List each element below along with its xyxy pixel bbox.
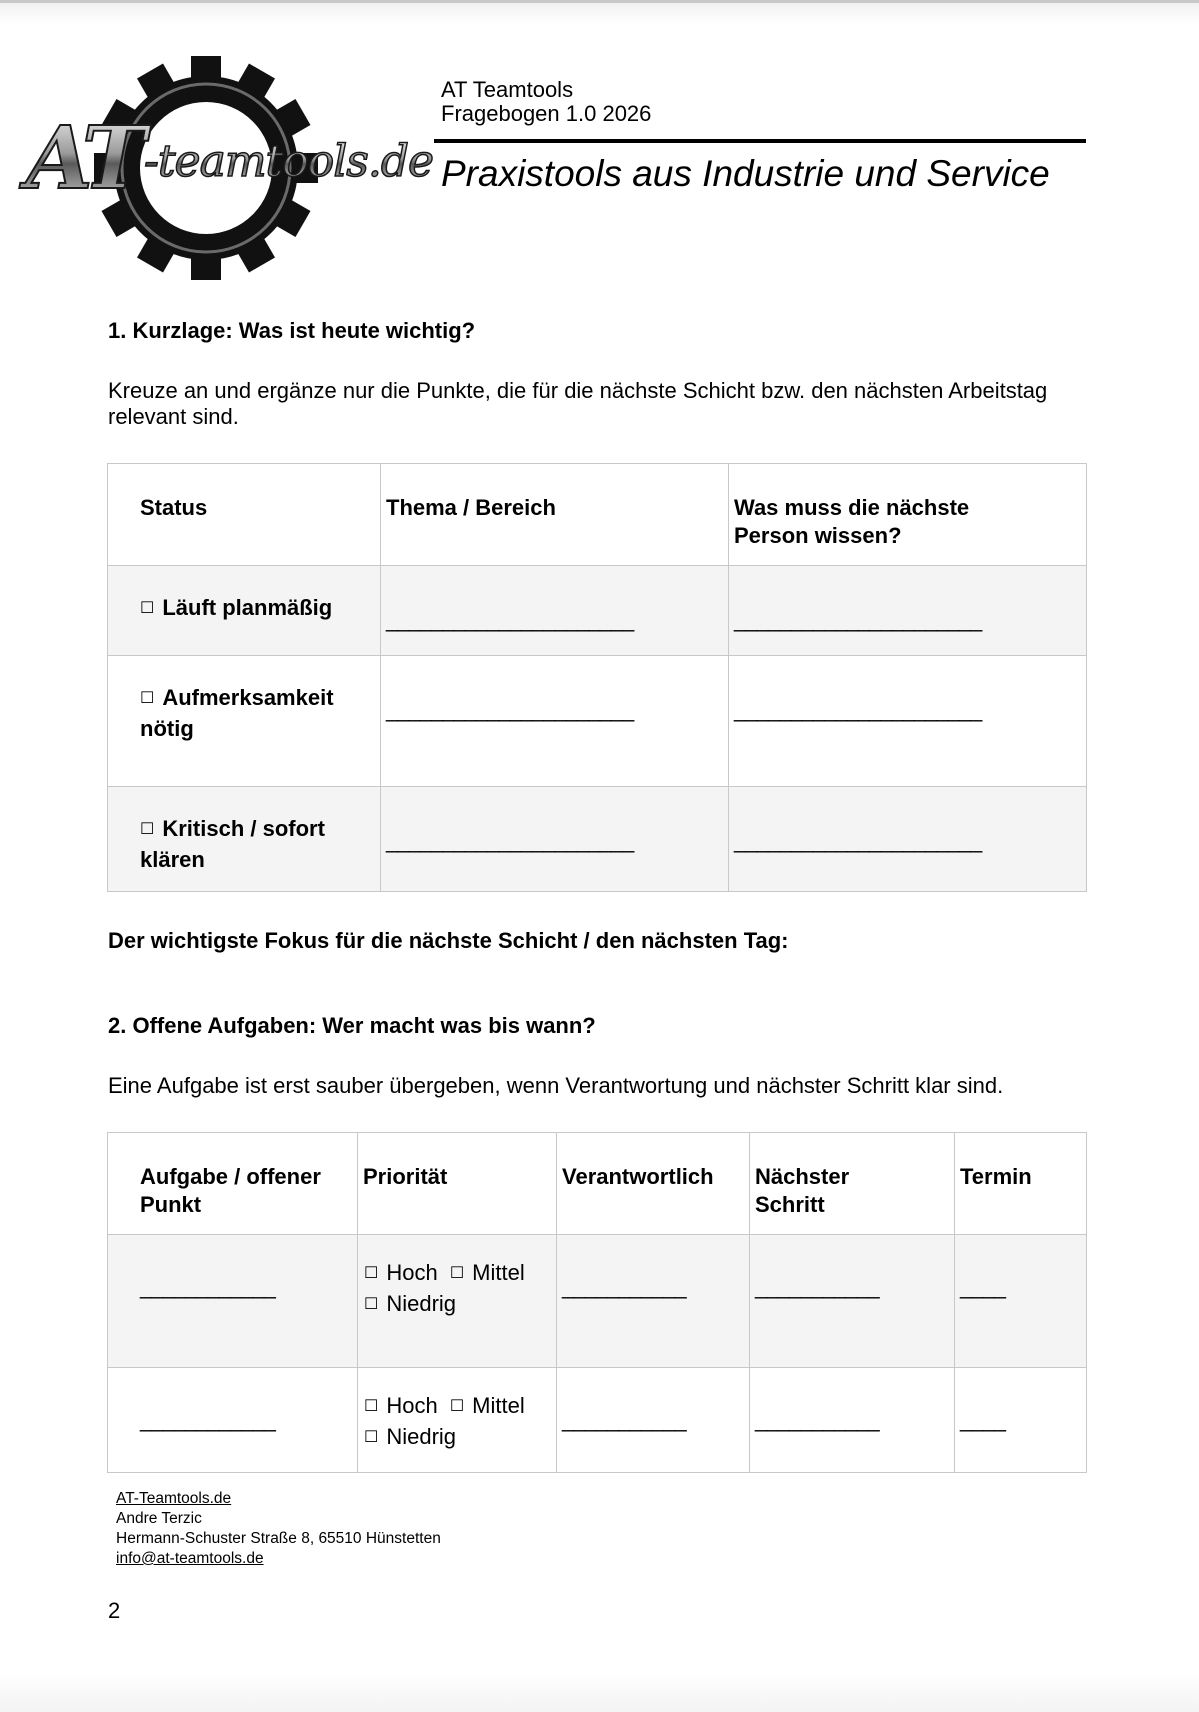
checkbox-icon[interactable]: ☐ bbox=[140, 821, 155, 838]
table-row bbox=[108, 566, 1087, 656]
checkbox-icon: ☐ bbox=[364, 1265, 379, 1282]
table-row bbox=[108, 1368, 1087, 1473]
footer-address: Hermann-Schuster Straße 8, 65510 Hünstetten bbox=[116, 1530, 441, 1547]
topic-field[interactable]: ______________________ bbox=[381, 787, 729, 892]
status-cell[interactable] bbox=[108, 656, 381, 787]
checkbox-icon: ☐ bbox=[449, 1398, 465, 1415]
page-bottom-shadow bbox=[0, 1672, 1199, 1712]
col-header-task: Aufgabe / offener Punkt bbox=[108, 1133, 358, 1235]
status-table-header-row bbox=[108, 464, 1087, 566]
footer-name: Andre Terzic bbox=[116, 1510, 202, 1527]
col-header-next-step: Nächster Schritt bbox=[750, 1133, 955, 1235]
section2-intro: Eine Aufgabe ist erst sauber übergeben, wenn Verantwortung und nächster Schritt klar sind. bbox=[108, 1073, 1004, 1098]
page-top-shadow bbox=[0, 3, 1199, 25]
focus-label: Der wichtigste Fokus für die nächste Schicht / den nächsten Tag: bbox=[108, 928, 789, 953]
table-row bbox=[108, 787, 1087, 892]
task-field[interactable]: ____________ bbox=[108, 1235, 358, 1368]
checkbox-icon[interactable]: ☐ bbox=[140, 690, 155, 707]
footer-email-link[interactable]: info@at-teamtools.de bbox=[116, 1550, 264, 1567]
svg-text:-teamtools.de: -teamtools.de bbox=[144, 136, 434, 187]
info-field[interactable]: ______________________ bbox=[729, 656, 1087, 787]
date-field[interactable]: ____ bbox=[955, 1368, 1087, 1473]
checkbox-icon: ☐ bbox=[364, 1429, 379, 1446]
owner-field[interactable]: ___________ bbox=[557, 1368, 750, 1473]
checkbox-icon: ☐ bbox=[364, 1296, 379, 1313]
section1-heading: 1. Kurzlage: Was ist heute wichtig? bbox=[108, 318, 476, 343]
status-cell[interactable] bbox=[108, 566, 381, 656]
info-field[interactable]: ______________________ bbox=[729, 566, 1087, 656]
status-label: Aufmerksamkeit nötig bbox=[140, 685, 334, 741]
col-header-topic: Thema / Bereich bbox=[381, 464, 729, 566]
topic-field[interactable]: ______________________ bbox=[381, 656, 729, 787]
next-step-field[interactable]: ___________ bbox=[750, 1235, 955, 1368]
col-header-status: Status bbox=[108, 464, 381, 566]
col-header-info: Was muss die nächste Person wissen? bbox=[729, 464, 1087, 566]
table-row bbox=[108, 1235, 1087, 1368]
task-field[interactable]: ____________ bbox=[108, 1368, 358, 1473]
status-label: Läuft planmäßig bbox=[162, 595, 333, 620]
owner-field[interactable]: ___________ bbox=[557, 1235, 750, 1368]
svg-text:AT: AT bbox=[26, 108, 141, 209]
col-header-priority: Priorität bbox=[358, 1133, 557, 1235]
section2-heading: 2. Offene Aufgaben: Wer macht was bis wann? bbox=[108, 1013, 596, 1038]
priority-low-option[interactable]: ☐ Niedrig bbox=[364, 1291, 457, 1316]
checkbox-icon: ☐ bbox=[449, 1265, 465, 1282]
status-cell[interactable] bbox=[108, 787, 381, 892]
status-table bbox=[107, 463, 1087, 892]
at-teamtools-logo bbox=[26, 52, 434, 284]
tasks-table-header-row bbox=[108, 1133, 1087, 1235]
priority-high-option[interactable]: ☐ Hoch bbox=[364, 1393, 438, 1418]
priority-mid-option[interactable]: ☐ Mittel bbox=[449, 1260, 525, 1285]
header-tagline: Praxistools aus Industrie und Service bbox=[441, 153, 1050, 194]
status-label: Kritisch / sofort klären bbox=[140, 816, 325, 872]
checkbox-icon: ☐ bbox=[364, 1398, 379, 1415]
priority-high-option[interactable]: ☐ Hoch bbox=[364, 1260, 438, 1285]
priority-cell bbox=[358, 1235, 557, 1368]
next-step-field[interactable]: ___________ bbox=[750, 1368, 955, 1473]
priority-mid-option[interactable]: ☐ Mittel bbox=[449, 1393, 525, 1418]
date-field[interactable]: ____ bbox=[955, 1235, 1087, 1368]
priority-cell bbox=[358, 1368, 557, 1473]
section1-intro: Kreuze an und ergänze nur die Punkte, die für die nächste Schicht bzw. den nächsten Arbeitstag relevant sind. bbox=[108, 378, 1048, 429]
header-divider bbox=[434, 139, 1086, 143]
col-header-date: Termin bbox=[955, 1133, 1087, 1235]
topic-field[interactable]: ______________________ bbox=[381, 566, 729, 656]
col-header-owner: Verantwortlich bbox=[557, 1133, 750, 1235]
table-row bbox=[108, 656, 1087, 787]
info-field[interactable]: ______________________ bbox=[729, 787, 1087, 892]
header-version: Fragebogen 1.0 2026 bbox=[441, 101, 652, 126]
tasks-table bbox=[107, 1132, 1087, 1473]
footer-website-link[interactable]: AT-Teamtools.de bbox=[116, 1490, 232, 1507]
checkbox-icon[interactable]: ☐ bbox=[140, 600, 155, 617]
priority-low-option[interactable]: ☐ Niedrig bbox=[364, 1424, 457, 1449]
header-company: AT Teamtools bbox=[441, 77, 574, 102]
page-number: 2 bbox=[108, 1598, 121, 1623]
